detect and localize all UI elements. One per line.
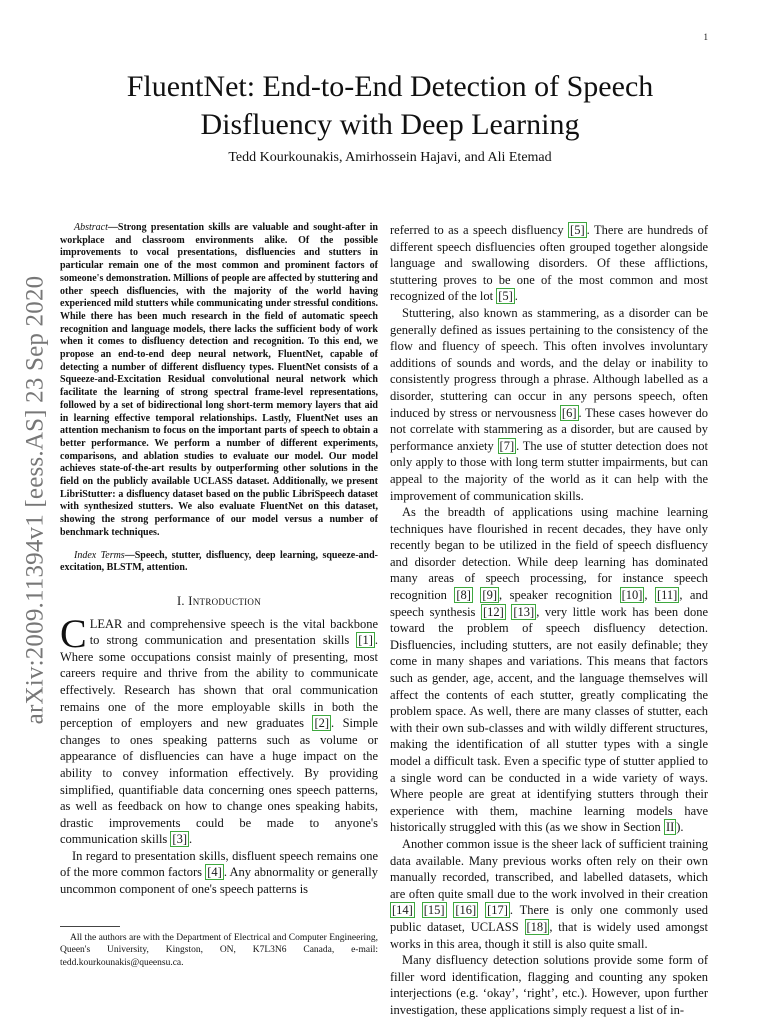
- citation-link[interactable]: [4]: [207, 865, 222, 880]
- intro-paragraph-3: [390, 222, 708, 305]
- intro-paragraph-5: As the breadth of applications using machine learning techniques have flourished in recent decades, they have only recently began to be utilized in the field of speech disfluency and disorder detection. While deep learning has dominated many areas of speech processing, for instance speech recognition [8] [9] , speaker recognition [10] , [11] , and speech synthesis [12] [13] , very little work has been done toward the problem of speech disfluency detection. Disfluencies, including stutters, are not easily definable; they come in many shapes and variations. This means that factors such as gender, age, accent, and the language themselves will affect the contents of each stutter, greatly complicating the problem space. As well, there are many classes of stutter, each with their own sub-classes and with wildly different structures, making the identification of all stutter types with a single model a difficult task. Even a specific type of stutter applied to a single word can be conducted in a wide variety of ways. Where people are great at identifying stutters through their experience with them, machine learning models have historically struggled with this (as we show in Section II ).: [390, 505, 709, 835]
- index-terms-label: Index Terms: [74, 549, 125, 561]
- citation-link[interactable]: [1]: [358, 633, 373, 648]
- intro-paragraph-2: [60, 848, 378, 898]
- arxiv-sidebar-stamp: [20, 265, 50, 735]
- page-number: 1: [703, 32, 708, 42]
- abstract: [60, 222, 378, 540]
- section-heading-introduction: I. Introduction: [176, 593, 262, 608]
- text-run: . There is only one commonly used public dataset, UCLASS: [390, 903, 709, 934]
- text-run: ).: [676, 820, 684, 835]
- index-terms-text: —Speech, stutter, disfluency, deep learning, squeeze-and-excitation, BLSTM, attention.: [60, 549, 378, 574]
- citation-link[interactable]: [2]: [314, 716, 330, 731]
- citation-link[interactable]: [5]: [498, 289, 513, 304]
- citation-link[interactable]: [12]: [482, 604, 504, 619]
- index-terms: [60, 550, 378, 575]
- text-run: . There are hundreds of different speech disfluencies often grouped together alongside language and swallowing disorders. Of these afflictions, stuttering proves to be one of the most common and most recognized of the lot: [390, 223, 708, 304]
- text-run: , and speech synthesis: [390, 588, 708, 619]
- citation-link[interactable]: [15]: [423, 903, 445, 918]
- citation-link[interactable]: [18]: [526, 919, 548, 934]
- text-run: , speaker recognition: [499, 588, 620, 603]
- right-column: [390, 222, 708, 1019]
- author-affiliation-footnote: All the authors are with the Department of Electrical and Computer Engineering, Queen's University, Kingston, ON, K7L3N6 Canada, e-mail: tedd.kourkounakis@queensu.ca.: [60, 933, 378, 968]
- text-run: , very little work has been done toward the problem of speech disfluency detection. Disfluencies, including stutters, are not easily definable; they come in many shapes and variations. This means that factors such as gender, age, accent, and the language themselves will affect the contents of each stutter, greatly complicating the problem space. As well, there are many classes of stutter, each with their own sub-classes and with wildly different structures, making the identification of all stutter types with a single model a difficult task. Even a specific type of stutter applied to a single word can be conducted in a wide variety of ways. Where people are great at identifying stutters through their experience with them, machine learning models have historically struggled with this (as we show in Section: [390, 604, 709, 835]
- intro-paragraph-7: [390, 952, 708, 1018]
- text-run: . Simple changes to ones speaking patterns such as volume or appearance of disfluencies can have a huge impact on the ability to convey information effectively. By providing simplified, quantifiable data concerning ones speech patterns, as well as feedback on how to change ones speaking habits, drastic improvements could be made to anyone's communication skills: [60, 716, 378, 847]
- citation-link[interactable]: [5]: [570, 223, 585, 237]
- citation-link[interactable]: [10]: [621, 588, 643, 603]
- citation-link[interactable]: [6]: [561, 405, 577, 420]
- citation-link[interactable]: [11]: [656, 588, 678, 603]
- section-ref-link[interactable]: II: [665, 820, 675, 835]
- text-run: , that is widely used amongst works in this area, though it still is also quite small.: [390, 919, 709, 951]
- author-list: Tedd Kourkounakis, Amirhossein Hajavi, and Ali Etemad: [228, 150, 552, 165]
- left-column: [60, 222, 378, 898]
- text-run: As the breadth of applications using machine learning techniques have flourished in recent decades, they have only recently began to be utilized in the field of speech disfluency and disorder detection. While deep learning has dominated many areas of speech processing, for instance speech recognition: [390, 505, 708, 603]
- citation-link[interactable]: [17]: [487, 903, 508, 918]
- text-run: . The use of stutter detection does not only apply to those with long term stutter impairments, but can appeal to the majority of the world as it can help with the improvement of communication skills.: [390, 438, 708, 503]
- text-run: .: [514, 289, 518, 304]
- text-run: Stuttering, also known as stammering, as a disorder can be generally defined as issues pertaining to the consistency of the flow and fluency of speech. This often involves involuntary additions of sounds and words, and the delay or inability to consistently progress through a phrase. Although labelled as a disorder, stuttering can occur in any persons speech, often induced by stress or nervousness: [390, 305, 708, 420]
- intro-paragraph-1: [60, 610, 378, 848]
- text-run: . Where some occupations consist mainly of presenting, most careers require and thrive from the ability to communicate effectively. Research has shown that oral communication remains one of the more employable skills in both the perception of employers and new graduates: [60, 633, 378, 731]
- text-run: referred to as a speech disfluency: [390, 223, 569, 237]
- intro-paragraph-4: [390, 305, 708, 504]
- paper-title: FluentNet: End-to-End Detection of Speech Disfluency with Deep Learning: [126, 70, 654, 141]
- citation-link[interactable]: [8]: [456, 588, 471, 603]
- footnote-divider: [60, 926, 120, 927]
- text-run: . These cases however do not correlate with stammering as a disorder, but are caused by performance anxiety: [390, 405, 708, 453]
- text-run: LEAR and comprehensive speech is the vital backbone to strong communication and presentation skills: [89, 616, 378, 648]
- citation-link[interactable]: [7]: [499, 438, 515, 453]
- citation-link[interactable]: [9]: [482, 588, 497, 603]
- text-run: .: [189, 832, 193, 847]
- citation-link[interactable]: [3]: [172, 832, 187, 847]
- abstract-label: Abstract: [74, 222, 108, 233]
- citation-link[interactable]: [14]: [392, 903, 413, 918]
- abstract-text: —Strong presentation skills are valuable and sought-after in workplace and classroom environments alike. Of the possible improvements to vocal presentations, disfluencies and stutters in particular remain one of the most common and prominent factors of someone's demonstration. Millions of people are affected by stuttering and other speech disfluencies, with the majority of the world having experienced mild stutters while communicating under stressful conditions. While there has been much research in the field of automatic speech recognition and language models, there lacks the sufficient body of work when it comes to disfluency detection and recognition. To this end, we propose an end-to-end deep neural network, FluentNet, capable of detecting a number of different disfluency types. FluentNet consists of a Squeeze-and-Excitation Residual convolutional neural network which facilitate the learning of strong spectral frame-level representations, followed by a set of bidirectional long short-term memory layers that aid in learning effective temporal relationships. Lastly, FluentNet uses an attention mechanism to focus on the important parts of speech to obtain a better performance. We perform a number of different experiments, comparisons, and ablation studies to evaluate our model. Our model achieves state-of-the-art results by outperforming other solutions in the field on the publicly available UCLASS dataset. Additionally, we present LibriStutter: a disfluency dataset based on the public LibriSpeech dataset with synthesized stutters. We also evaluate FluentNet on this dataset, showing the strong performance of our model versus a number of benchmark techniques.: [60, 222, 378, 538]
- text-run: Another common issue is the sheer lack of sufficient training data available. Many previous works often rely on their own manually recorded, transcribed, and labelled datasets, which are often quite small due to the work involved in their creation: [390, 836, 708, 901]
- citation-link[interactable]: [13]: [513, 604, 535, 619]
- text-run: In regard to presentation skills, disfluent speech remains one of the more common factors: [60, 848, 378, 880]
- drop-cap: C: [60, 610, 87, 656]
- text-run: Many disfluency detection solutions provide some form of filler word identification, flagging and counting any spoken interjections (e.g. ‘okay’, ‘right’, etc.). However, upon further investigation, these applications simply request a list of in-: [390, 953, 708, 1017]
- citation-link[interactable]: [16]: [455, 903, 477, 918]
- intro-paragraph-6: [390, 836, 708, 952]
- arxiv-id: arXiv:2009.11394v1 [eess.AS] 23 Sep 2020: [21, 275, 49, 725]
- text-run: . Any abnormality or generally uncommon component of one's speech patterns is: [60, 865, 379, 897]
